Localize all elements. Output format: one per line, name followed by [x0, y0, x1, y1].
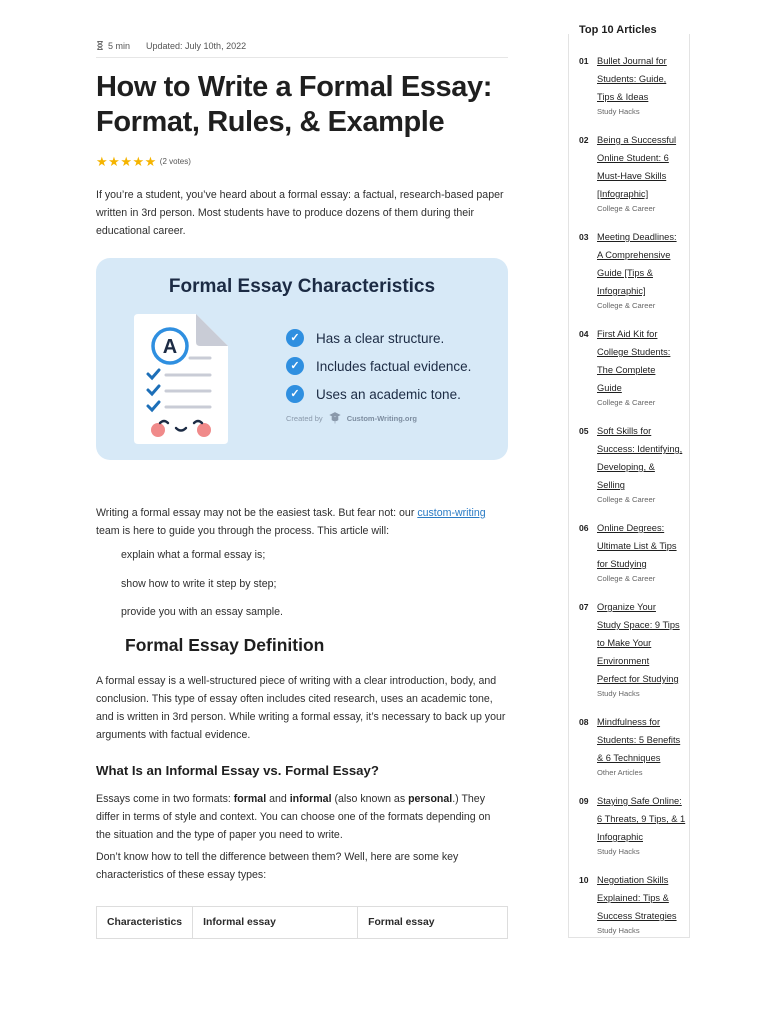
list-item: explain what a formal essay is;: [121, 549, 266, 561]
article-rank: 04: [579, 329, 589, 339]
article-category: College & Career: [597, 398, 656, 407]
sidebar-article-link[interactable]: 6 Threats, 9 Tips, & 1: [597, 814, 686, 824]
sidebar-article-item[interactable]: [579, 598, 691, 700]
sidebar-article-link[interactable]: A Comprehensive: [597, 250, 671, 260]
custom-writing-link[interactable]: custom-writing: [417, 507, 486, 519]
star-icon[interactable]: ★: [96, 153, 108, 169]
article-rank: 09: [579, 796, 589, 806]
characteristic-item: [286, 352, 471, 380]
sidebar-title: Top 10 Articles: [579, 24, 657, 36]
lead-text: team is here to guide you through the process. This article will:: [96, 525, 390, 537]
characteristic-item: [286, 380, 471, 408]
doc-letter: A: [162, 336, 178, 358]
article-rank: 08: [579, 717, 589, 727]
sidebar-article-link[interactable]: Perfect for Studying: [597, 674, 679, 684]
sidebar-article-link[interactable]: for Studying: [597, 559, 647, 569]
brand-logo-icon: [329, 412, 341, 424]
comparison-heading: What Is an Informal Essay vs. Formal Essay?: [96, 762, 379, 778]
sidebar-article-item[interactable]: [579, 422, 691, 506]
check-circle-icon: ✓: [286, 329, 304, 347]
characteristics-list: [286, 324, 471, 408]
article-entry: [597, 792, 689, 858]
top-articles-list: [579, 52, 691, 937]
article-rank: 03: [579, 232, 589, 242]
sidebar-article-link[interactable]: Organize Your: [597, 602, 656, 612]
updated-date: Updated: July 10th, 2022: [146, 40, 247, 51]
list-item: show how to write it step by step;: [121, 577, 277, 590]
article-category: Other Articles: [597, 768, 643, 777]
sidebar-article-link[interactable]: Explained: Tips &: [597, 893, 669, 903]
article-rank: 02: [579, 135, 589, 145]
sidebar-article-link[interactable]: Ultimate List & Tips: [597, 541, 677, 551]
article-rank: 07: [579, 602, 589, 612]
article-entry: [597, 598, 689, 700]
sidebar-article-item[interactable]: [579, 519, 691, 585]
title-line-2: Format, Rules, & Example: [96, 106, 445, 138]
sidebar-article-link[interactable]: Study Space: 9 Tips: [597, 620, 680, 630]
difference-paragraph: Don’t know how to tell the difference between them? Well, here are some key characteristics of these essay types:: [96, 850, 459, 881]
sidebar-article-item[interactable]: [579, 792, 691, 858]
table-header-cell: Informal essay: [193, 906, 358, 938]
article-entry: [597, 422, 689, 506]
article-category: Study Hacks: [597, 689, 640, 698]
sidebar-article-link[interactable]: Bullet Journal for: [597, 56, 667, 66]
sidebar-article-link[interactable]: Being a Successful: [597, 135, 677, 145]
table-header-cell: Characteristics: [97, 906, 193, 938]
article-rank: 10: [579, 875, 589, 885]
infographic-credit: [286, 412, 417, 424]
article: [96, 34, 508, 939]
article-rank: 05: [579, 426, 589, 436]
article-points: [96, 546, 508, 621]
infographic-title: Formal Essay Characteristics: [168, 276, 436, 297]
lead-text: Writing a formal essay may not be the easiest task. But fear not: our: [96, 507, 418, 519]
sidebar-article-link[interactable]: Tips & Ideas: [597, 92, 649, 102]
article-entry: [597, 325, 689, 409]
article-category: College & Career: [597, 574, 656, 583]
formats-paragraph: Essays come in two formats: formal and informal (also known as personal.) They differ in terms of style and context. You can choose one of the formats depending on the situation and the type of paper you need to write.: [96, 792, 491, 841]
article-entry: [597, 519, 689, 585]
sidebar-article-link[interactable]: Soft Skills for: [597, 426, 652, 436]
sidebar-article-link[interactable]: Infographic: [597, 832, 643, 842]
intro-paragraph: If you’re a student, you’ve heard about a formal essay: a factual, research-based paper written in 3rd person. Most students have to produce dozens of them during their educational career.: [96, 189, 504, 237]
sidebar-article-link[interactable]: [Infographic]: [597, 189, 649, 199]
article-category: College & Career: [597, 301, 656, 310]
sidebar-article-item[interactable]: [579, 52, 691, 118]
top-articles-sidebar: [568, 24, 690, 938]
star-icon[interactable]: ★: [120, 153, 132, 169]
characteristic-item: [286, 324, 471, 352]
characteristics-infographic: [96, 258, 508, 460]
rating-stars[interactable]: [96, 155, 157, 168]
sidebar-article-link[interactable]: Mindfulness for: [597, 717, 661, 727]
sidebar-article-link[interactable]: Guide: [597, 383, 622, 393]
sidebar-article-link[interactable]: Meeting Deadlines:: [597, 232, 677, 242]
sidebar-article-link[interactable]: Environment: [597, 656, 650, 666]
sidebar-article-link[interactable]: & 6 Techniques: [597, 753, 661, 763]
characteristic-text: Uses an academic tone.: [316, 386, 461, 402]
definition-heading: Formal Essay Definition: [125, 634, 325, 655]
vote-count: (2 votes): [159, 156, 191, 166]
sidebar-article-link[interactable]: Students: 5 Benefits: [597, 735, 681, 745]
sidebar-article-link[interactable]: Success: Identifying,: [597, 444, 683, 454]
table-header-row: [97, 906, 508, 938]
credit-prefix: Created by: [286, 413, 323, 423]
check-circle-icon: ✓: [286, 357, 304, 375]
sidebar-article-item[interactable]: [579, 713, 691, 779]
credit-brand: Custom-Writing.org: [346, 413, 417, 423]
sidebar-article-link[interactable]: Staying Safe Online:: [597, 796, 682, 806]
article-entry: [597, 713, 689, 779]
sidebar-article-link[interactable]: to Make Your: [597, 638, 652, 648]
star-icon[interactable]: ★: [132, 153, 145, 169]
list-item: provide you with an essay sample.: [121, 606, 283, 618]
sidebar-article-link[interactable]: Negotiation Skills: [597, 875, 669, 885]
sidebar-article-link[interactable]: Guide [Tips &: [597, 268, 653, 278]
comparison-table: [96, 906, 508, 939]
article-rank: 01: [579, 56, 589, 66]
article-entry: [597, 131, 689, 215]
star-icon[interactable]: ★: [144, 153, 157, 169]
star-icon[interactable]: ★: [108, 153, 120, 169]
sidebar-article-item[interactable]: [579, 871, 691, 937]
sidebar-article-link[interactable]: Online Degrees:: [597, 523, 665, 533]
document-checklist-icon: [130, 312, 240, 448]
characteristic-text: Has a clear structure.: [316, 330, 445, 346]
sidebar-article-link[interactable]: Students: Guide,: [597, 74, 667, 84]
sidebar-article-item[interactable]: [579, 131, 691, 215]
article-entry: [597, 228, 689, 312]
check-circle-icon: ✓: [286, 385, 304, 403]
read-time: 5 min: [108, 40, 131, 51]
sidebar-article-link[interactable]: Must-Have Skills: [597, 171, 667, 181]
lead-paragraph: [96, 504, 508, 540]
sidebar-article-link[interactable]: Selling: [597, 480, 625, 490]
definition-paragraph: A formal essay is a well-structured piece of writing with a clear introduction, body, and conclusion. This type of essay often includes cited research, uses an academic tone, and is written in 3rd person. While writing a formal essay, it’s necessary to back up your arguments with factual evidence.: [96, 674, 506, 741]
article-category: College & Career: [597, 204, 656, 213]
title-line-1: How to Write a Formal Essay:: [96, 71, 492, 103]
article-entry: [597, 52, 689, 118]
hourglass-icon: [96, 41, 104, 50]
article-category: Study Hacks: [597, 926, 640, 935]
rating[interactable]: [96, 154, 508, 168]
article-meta: [96, 34, 508, 58]
sidebar-article-link[interactable]: Infographic]: [597, 286, 646, 296]
sidebar-article-link[interactable]: First Aid Kit for: [597, 329, 658, 339]
sidebar-article-item[interactable]: [579, 325, 691, 409]
sidebar-article-item[interactable]: [579, 228, 691, 312]
article-category: Study Hacks: [597, 847, 640, 856]
sidebar-article-link[interactable]: Developing, &: [597, 462, 655, 472]
table-header-cell: Formal essay: [358, 906, 508, 938]
page-title: [96, 70, 508, 140]
article-entry: [597, 871, 689, 937]
sidebar-article-link[interactable]: The Complete: [597, 365, 656, 375]
sidebar-article-link[interactable]: College Students:: [597, 347, 671, 357]
article-category: College & Career: [597, 495, 656, 504]
sidebar-article-link[interactable]: Online Student: 6: [597, 153, 669, 163]
article-rank: 06: [579, 523, 589, 533]
article-category: Study Hacks: [597, 107, 640, 116]
sidebar-article-link[interactable]: Success Strategies: [597, 911, 677, 921]
characteristic-text: Includes factual evidence.: [316, 358, 472, 374]
